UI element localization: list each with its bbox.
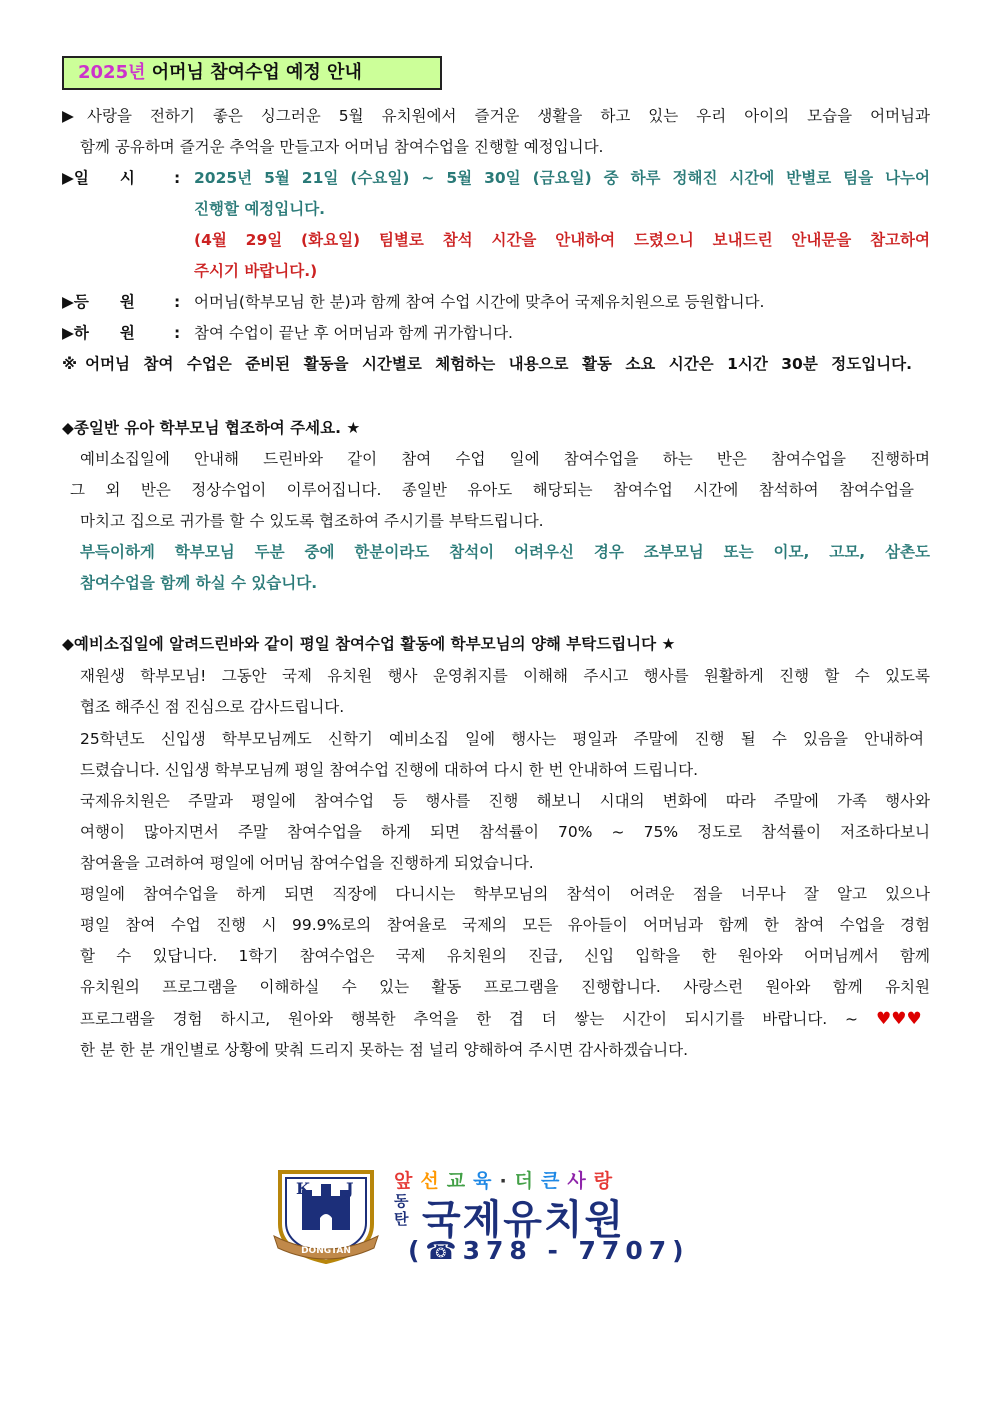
- logo-letter-j: J: [346, 1179, 354, 1198]
- arrival-row: [62, 292, 180, 312]
- school-phone: (☎378 - 7707): [408, 1236, 690, 1265]
- section1-line-2: 그 외 반은 정상수업이 이루어집니다. 종일반 유아도 해당되는 참여수업 시간에 참석하여 참여수업을: [70, 481, 914, 499]
- arrival-colon: :: [174, 293, 181, 311]
- section1-heading: ◆종일반 유아 학부모님 협조하여 주세요. ★: [62, 419, 361, 437]
- section2-line-10: 할 수 있답니다. 1학기 참여수업은 국제 유치원의 진급, 신입 입학을 한 원아와 어머님께서 함께: [80, 947, 930, 965]
- logo-banner-text: DONGTAN: [301, 1246, 351, 1256]
- slogan-char: 랑: [593, 1170, 615, 1192]
- schedule-line-2: 진행할 예정입니다.: [194, 200, 326, 218]
- slogan-char: 더: [514, 1170, 536, 1192]
- school-logo-icon: [270, 1166, 382, 1266]
- intro-line-2: 함께 공유하며 즐거운 추억을 만들고자 어머님 참여수업을 진행할 예정입니다.: [80, 138, 604, 156]
- title-year: 2025년: [78, 62, 146, 83]
- section2-line-1: 재원생 학부모님! 그동안 국제 유치원 행사 운영취지를 이해해 주시고 행사를 원활하게 진행 할 수 있도록: [80, 667, 930, 685]
- schedule-label: ▶일 시: [62, 169, 135, 187]
- hearts-icon: ♥♥♥: [876, 1009, 922, 1029]
- section2-line-11: 유치원의 프로그램을 이해하실 수 있는 활동 프로그램을 진행합니다. 사랑스런 원아와 함께 유치원: [80, 978, 930, 996]
- section2-line-13: 한 분 한 분 개인별로 상황에 맞춰 드리지 못하는 점 널리 양해하여 주시면 감사하겠습니다.: [80, 1041, 689, 1059]
- section1-teal-line-2: 참여수업을 함께 하실 수 있습니다.: [80, 574, 318, 592]
- section2-line-3: 25학년도 신입생 학부모님께도 신학기 예비소집 일에 행사는 평일과 주말에 진행 될 수 있음을 안내하여: [80, 730, 924, 748]
- schedule-label-row: [62, 168, 180, 188]
- section2-line-12: 프로그램을 경험 하시고, 원아와 행복한 추억을 한 겹 더 쌓는 시간이 되시기를 바랍니다. ~: [80, 1010, 858, 1028]
- school-prefix: 동탄: [394, 1192, 409, 1228]
- slogan-char: 교: [446, 1170, 468, 1192]
- section2-line-2: 협조 해주신 점 진심으로 감사드립니다.: [80, 698, 345, 716]
- section1-line-1: 예비소집일에 안내해 드린바와 같이 참여 수업 일에 참여수업을 하는 반은 참여수업을 진행하며: [80, 450, 930, 468]
- slogan-char: 육: [473, 1170, 494, 1192]
- section2-heading: ◆예비소집일에 알려드린바와 같이 평일 참여수업 활동에 학부모님의 양해 부탁드립니다 ★: [62, 635, 676, 653]
- section1-teal-line-1: 부득이하게 학부모님 두분 중에 한분이라도 참석이 어려우신 경우 조부모님 또는 이모, 고모, 삼촌도: [80, 543, 930, 561]
- slogan-char: 큰: [541, 1170, 562, 1192]
- departure-colon: :: [174, 324, 181, 342]
- section1-line-3: 마치고 집으로 귀가를 할 수 있도록 협조하여 주시기를 부탁드립니다.: [80, 512, 544, 530]
- notice-title: [62, 56, 442, 90]
- intro-line-1: ▶사랑을 전하기 좋은 싱그러운 5월 유치원에서 즐거운 생활을 하고 있는 우리 아이의 모습을 어머님과: [62, 107, 930, 125]
- departure-label: ▶하 원: [62, 324, 135, 342]
- logo-letter-k: K: [296, 1179, 310, 1198]
- section2-line-4: 드렸습니다. 신입생 학부모님께 평일 참여수업 진행에 대하여 다시 한 번 안내하여 드립니다.: [80, 761, 699, 779]
- section2-line-8: 평일에 참여수업을 하게 되면 직장에 다니시는 학부모님의 참석이 어려운 점을 너무나 잘 알고 있으나: [80, 885, 930, 903]
- section2-line-9: 평일 참여 수업 진행 시 99.9%로의 참여율로 국제의 모든 유아들이 어머님과 함께 한 참여 수업을 경험: [80, 916, 930, 934]
- school-footer: [270, 1160, 730, 1270]
- slogan-char: ·: [499, 1170, 509, 1192]
- title-text: 어머님 참여수업 예정 안내: [145, 62, 362, 83]
- section2-line-7: 참여율을 고려하여 평일에 어머님 참여수업을 진행하게 되었습니다.: [80, 854, 534, 872]
- school-name: 국제유치원: [422, 1197, 626, 1243]
- departure-text: 참여 수업이 끝난 후 어머님과 함께 귀가합니다.: [194, 324, 513, 342]
- slogan-char: 사: [567, 1170, 588, 1192]
- section2-line-6: 여행이 많아지면서 주말 참여수업을 하게 되면 참석률이 70% ~ 75% 정도로 참석률이 저조하다보니: [80, 823, 930, 841]
- schedule-line-4: 주시기 바랍니다.): [194, 262, 318, 280]
- arrival-text: 어머님(학부모님 한 분)과 함께 참여 수업 시간에 맞추어 국제유치원으로 등원합니다.: [194, 293, 765, 311]
- section2-line-5: 국제유치원은 주말과 평일에 참여수업 등 행사를 진행 해보니 시대의 변화에 따라 주말에 가족 행사와: [80, 792, 930, 810]
- schedule-line-3: (4월 29일 (화요일) 팀별로 참석 시간을 안내하여 드렸으니 보내드린 안내문을 참고하여: [194, 231, 930, 249]
- departure-row: [62, 323, 180, 343]
- slogan-char: 앞: [394, 1170, 415, 1192]
- arrival-label: ▶등 원: [62, 293, 135, 311]
- schedule-line-1: 2025년 5월 21일 (수요일) ~ 5월 30일 (금요일) 중 하루 정해진 시간에 반별로 팀을 나누어: [194, 169, 930, 187]
- slogan-char: 선: [420, 1170, 441, 1192]
- schedule-colon: :: [174, 169, 181, 187]
- activity-note: ※어머님 참여 수업은 준비된 활동을 시간별로 체험하는 내용으로 활동 소요 시간은 1시간 30분 정도입니다.: [62, 355, 912, 373]
